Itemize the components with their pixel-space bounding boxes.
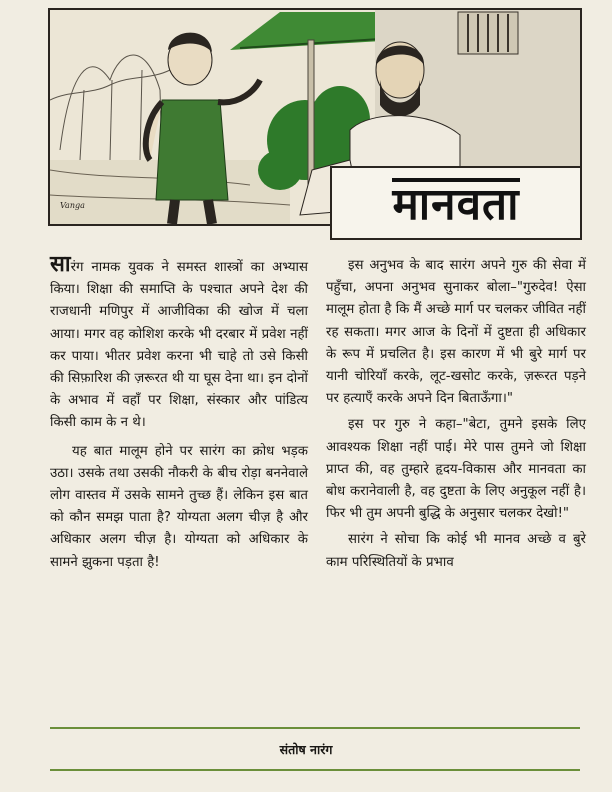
left-column bbox=[50, 252, 308, 574]
author-name: संतोष नारंग bbox=[279, 742, 333, 757]
left-paragraph-2: यह बात मालूम होने पर सारंग का क्रोध भड़क उठा। उसके तथा उसकी नौकरी के बीच रोड़ा बननेवाले लोग वास्तव में उसके सामने तुच्छ हैं। लेकिन इस बात को कौन समझ पाता है? योग्यता अलग चीज़ है और अधिकार अलग चीज़ है। योग्यता को अधिकार के सामने झुकना पड़ता है! bbox=[50, 443, 308, 570]
right-paragraph-2: इस पर गुरु ने कहा–"बेटा, तुमने इसके लिए आवश्यक शिक्षा नहीं पाई। मेरे पास तुमने जो शिक्षा प्राप्त की, वह तुम्हारे हृदय-विकास और मानवता का बोध करानेवाली है, वह दुष्टता के लिए अनुकूल नहीं है। फिर भी तुम अपनी बुद्धि के अनुसार चलकर देखो!" bbox=[326, 417, 586, 522]
page-title: मानवता bbox=[392, 179, 520, 230]
right-column bbox=[326, 255, 586, 574]
illustrator-signature: Vanga bbox=[60, 201, 85, 210]
left-paragraph-1 bbox=[50, 252, 308, 435]
left-paragraph-1-text: रंग नामक युवक ने समस्त शास्त्रों का अभ्यास किया। शिक्षा की समाप्ति के पश्चात अपने देश की राजधानी मणिपुर में आजीविका की खोज में चला आया। मगर वह कोशिश करके भी दरबार में प्रवेश नहीं कर पाया। भीतर प्रवेश करना भी चाहे तो उसे किसी की सिफ़ारिश की ज़रूरत थी या घूस देना था। इन दोनों के अभाव में वहाँ पर शिक्षा, संस्कार और पांडित्य किसी काम के न थे। bbox=[50, 260, 308, 431]
footer-rule-bottom bbox=[50, 769, 580, 771]
title-box bbox=[330, 166, 582, 240]
right-paragraph-3: सारंग ने सोचा कि कोई भी मानव अच्छे व बुरे काम परिस्थितियों के प्रभाव bbox=[326, 532, 586, 570]
drop-cap: सा bbox=[50, 252, 71, 277]
right-paragraph-1: इस अनुभव के बाद सारंग अपने गुरु की सेवा में पहुँचा, अपना अनुभव सुनाकर बोला–"गुरुदेव! ऐसा मालूम होता है कि मैं अच्छे मार्ग पर चलकर जीवित नहीं रह सकता। मगर आज के दिनों में दुष्टता ही अधिकार के रूप में प्रचलित है। इस कारण में भी बुरे मार्ग पर यानी चोरियाँ करके, लूट-खसोट करके, ज़रूरत पड़ने पर हत्याएँ करके अपने दिन बिताऊँगा।" bbox=[326, 258, 586, 407]
footer-rule-top bbox=[50, 727, 580, 729]
